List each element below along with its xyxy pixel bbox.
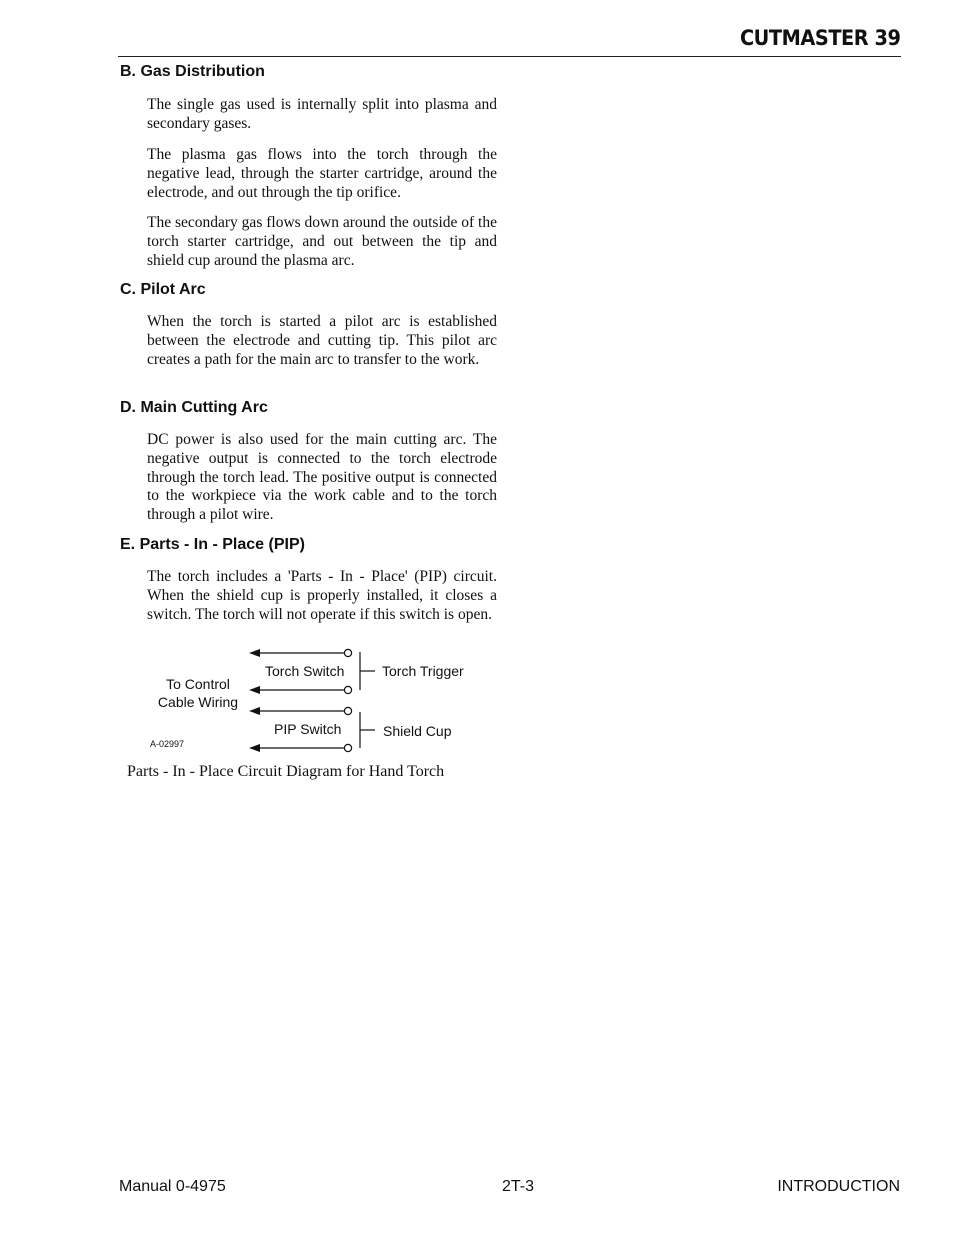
label-to-control: To Control <box>166 676 230 692</box>
arrow-head <box>249 649 260 657</box>
footer-section: INTRODUCTION <box>777 1178 900 1195</box>
paragraph: DC power is also used for the main cutting arc. The negative output is connected to the torch electrode through the torch lead. The positive output is connected to the workpiece via the work cable and to the torch through a pilot wire. <box>147 431 497 524</box>
terminal-circle <box>344 649 351 656</box>
paragraph: The single gas used is internally split into plasma and secondary gases. <box>147 96 497 132</box>
arrow-head <box>249 686 260 694</box>
terminal-circle <box>344 707 351 714</box>
label-torch-switch: Torch Switch <box>265 663 345 679</box>
section-heading-pip: E. Parts - In - Place (PIP) <box>120 536 305 553</box>
label-shield-cup: Shield Cup <box>383 723 452 739</box>
section-heading-main-cutting-arc: D. Main Cutting Arc <box>120 399 268 416</box>
figure-id: A-02997 <box>150 739 185 749</box>
brand-title: CUTMASTER 39 <box>739 26 900 50</box>
paragraph: The torch includes a 'Parts - In - Place' (PIP) circuit. When the shield cup is properly installed, it closes a switch. The torch will not operate if this switch is open. <box>147 568 497 623</box>
section-heading-pilot-arc: C. Pilot Arc <box>120 281 206 298</box>
terminal-circle <box>344 744 351 751</box>
arrow-head <box>249 744 260 752</box>
footer-manual: Manual 0-4975 <box>119 1178 226 1195</box>
section-heading-gas-distribution: B. Gas Distribution <box>120 63 265 80</box>
label-torch-trigger: Torch Trigger <box>382 663 464 679</box>
paragraph: The secondary gas flows down around the outside of the torch starter cartridge, and out between the tip and shield cup around the plasma arc. <box>147 214 497 269</box>
footer-page-number: 2T-3 <box>502 1178 535 1195</box>
paragraph: When the torch is started a pilot arc is established between the electrode and cutting tip. This pilot arc creates a path for the main arc to transfer to the work. <box>147 313 497 368</box>
terminal-circle <box>344 686 351 693</box>
paragraph: The plasma gas flows into the torch through the negative lead, through the starter cartridge, around the electrode, and out through the tip orifice. <box>147 146 497 201</box>
arrow-head <box>249 707 260 715</box>
label-cable-wiring: Cable Wiring <box>157 694 239 710</box>
figure-caption: Parts - In - Place Circuit Diagram for Hand Torch <box>127 763 445 780</box>
label-pip-switch: PIP Switch <box>274 721 342 737</box>
